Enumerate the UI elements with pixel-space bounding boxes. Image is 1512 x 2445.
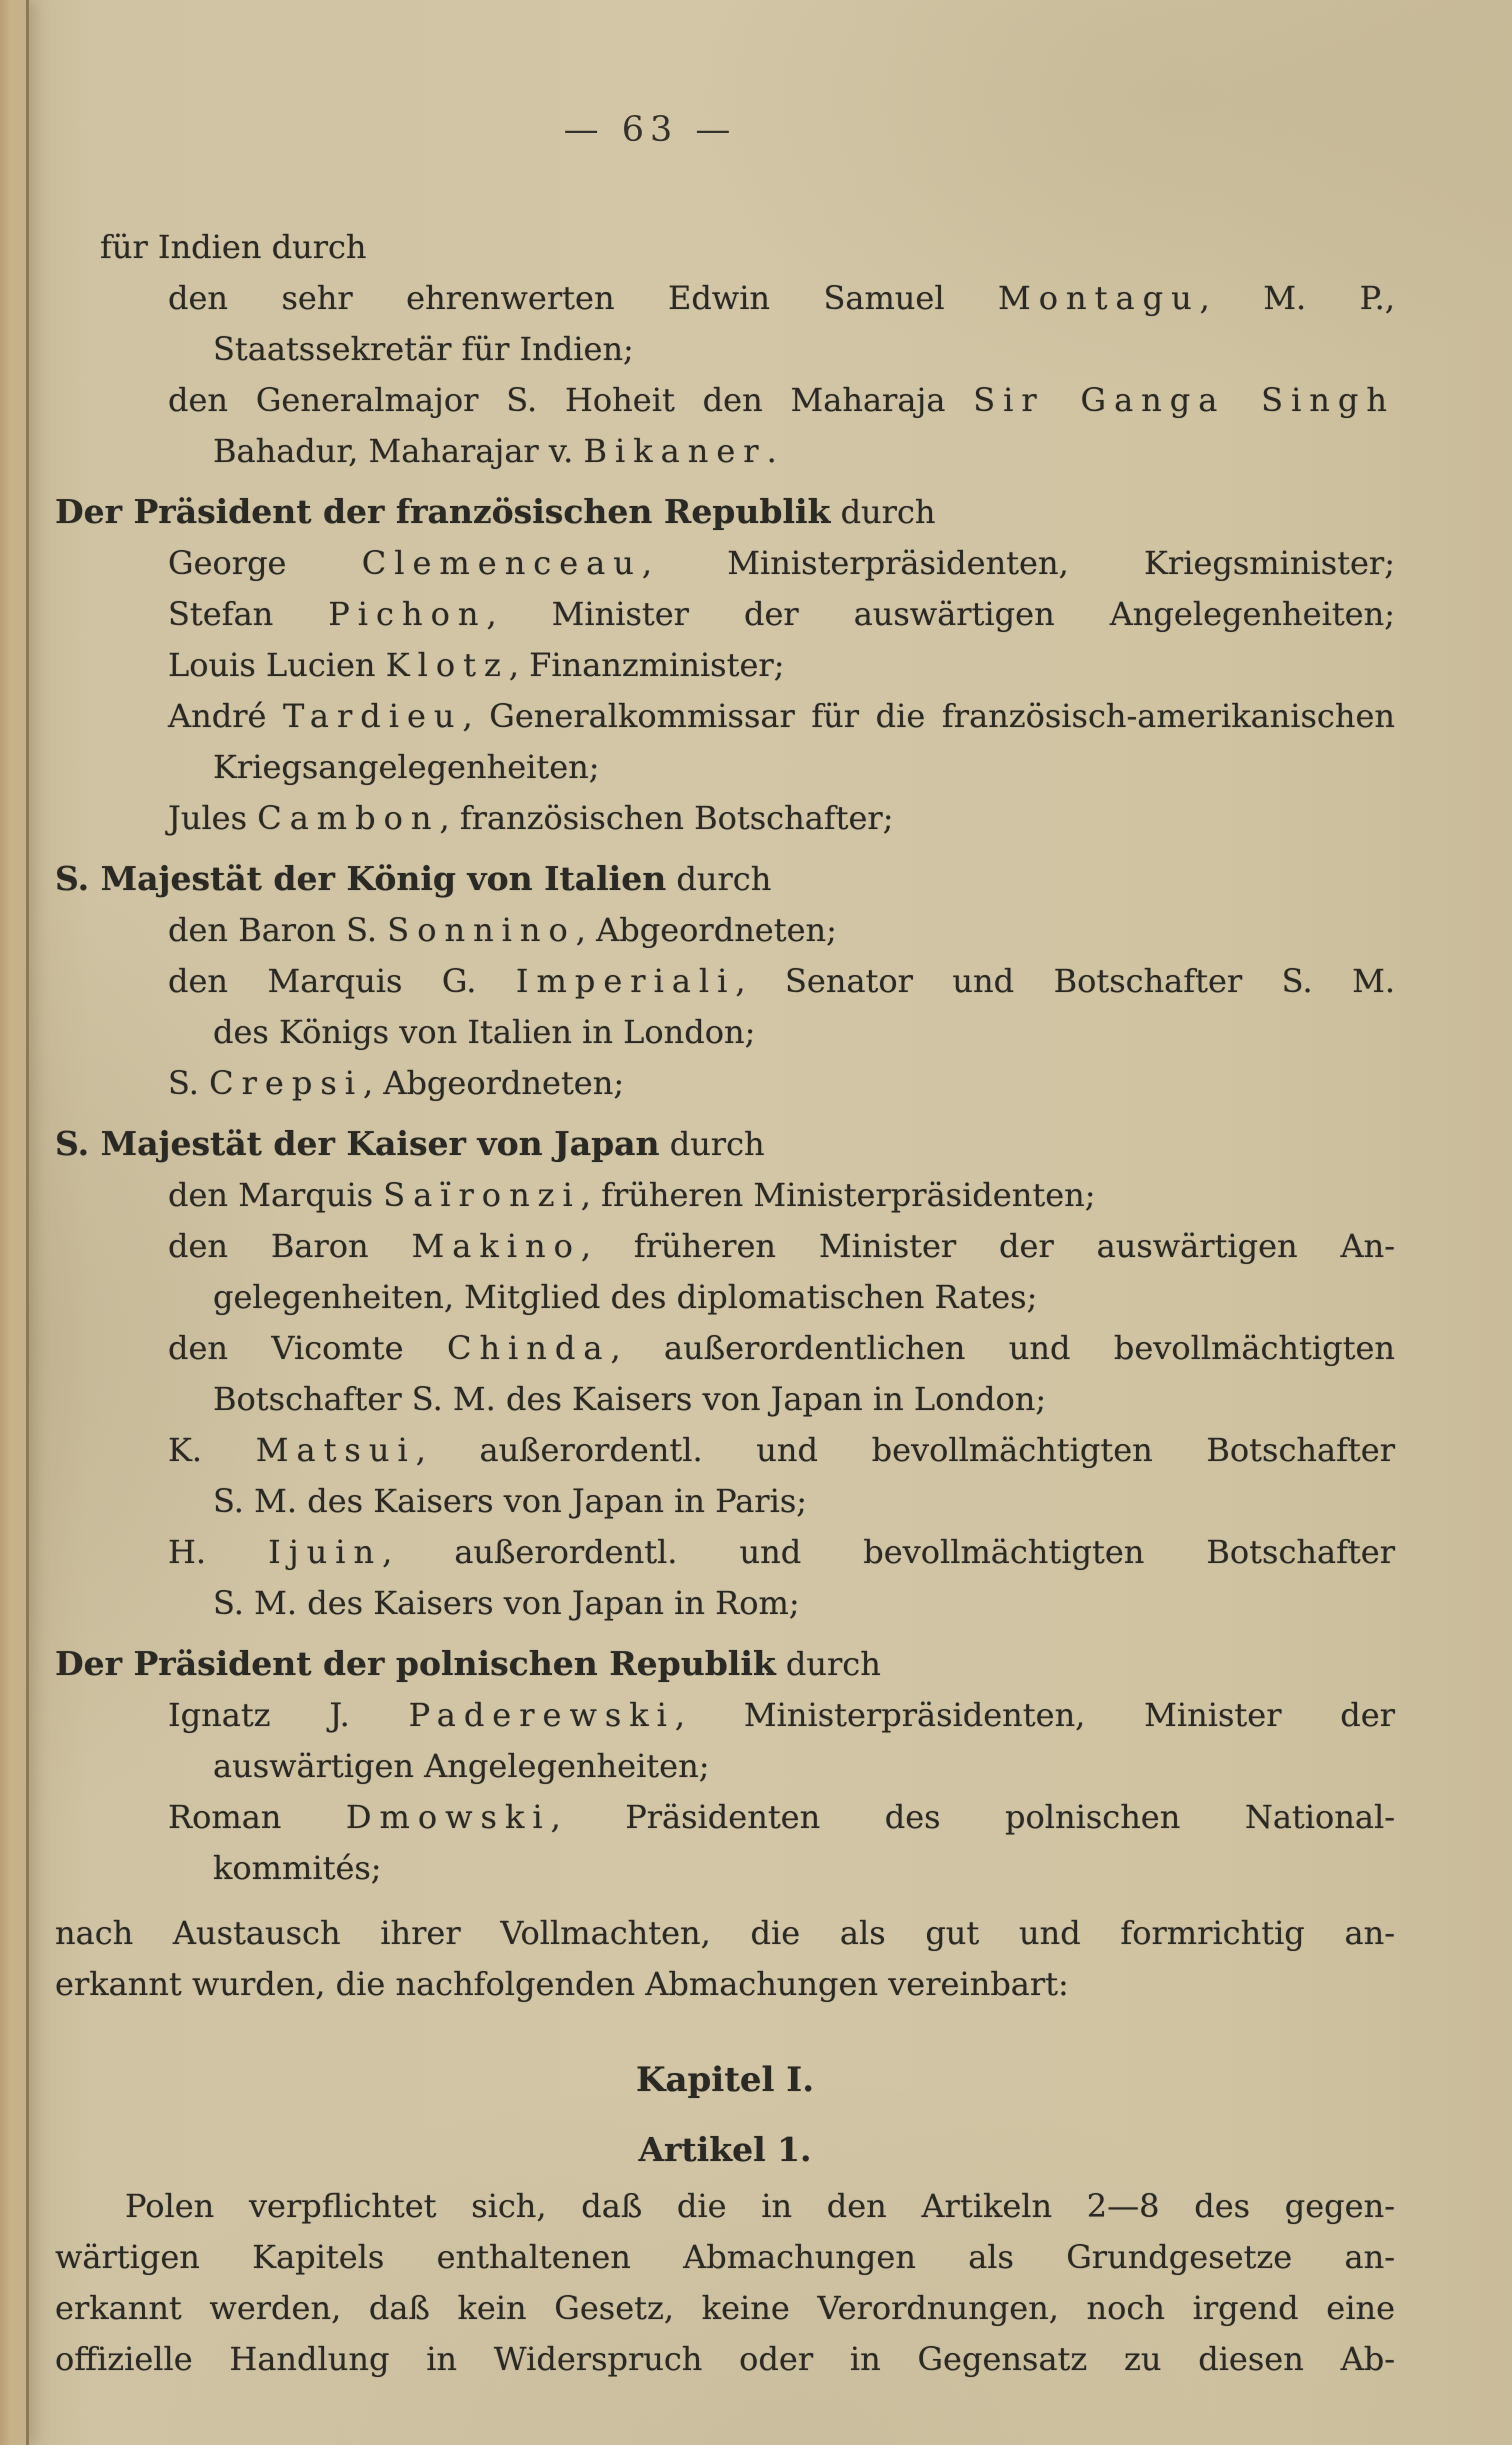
text-segment: den Generalmajor S. Hoheit den Maharaja — [168, 381, 974, 419]
person-name: Crepsi — [209, 1064, 363, 1102]
text-segment: Jules — [168, 799, 258, 837]
text-line — [213, 1272, 1395, 1323]
text-line — [168, 1527, 1395, 1578]
text-segment: K. — [168, 1431, 256, 1469]
text-line — [55, 1959, 1395, 2010]
text-segment: nach Austausch ihrer Vollmachten, die als gut und formrichtig an- — [55, 1914, 1395, 1952]
person-name: Tardieu — [283, 697, 463, 735]
person-name: Clemenceau — [361, 544, 642, 582]
text-line — [168, 589, 1395, 640]
text-segment: , früheren Ministerpräsidenten; — [580, 1176, 1096, 1214]
page-binding-edge — [0, 0, 29, 2445]
text-segment: Louis Lucien — [168, 646, 386, 684]
text-segment: den Baron S. — [168, 911, 388, 949]
text-segment: , Ministerpräsidenten, Minister der — [674, 1696, 1396, 1734]
text-segment: durch — [775, 1645, 881, 1683]
person-name: Cambon — [257, 799, 440, 837]
person-name: Paderewski — [408, 1696, 675, 1734]
heading-bold-text: S. Majestät der König von Italien — [55, 859, 667, 898]
text-segment: auswärtigen Angelegenheiten; — [213, 1747, 710, 1785]
person-name: Matsui — [255, 1431, 416, 1469]
text-segment: , Ministerpräsidenten, Kriegsminister; — [641, 544, 1396, 582]
text-segment: S. — [168, 1064, 210, 1102]
text-segment: Roman — [168, 1798, 346, 1836]
text-line — [168, 538, 1395, 589]
text-line — [55, 2334, 1395, 2385]
text-segment: durch — [666, 860, 772, 898]
text-segment: gelegenheiten, Mitglied des diplomatischen Rates; — [213, 1278, 1038, 1316]
text-segment: kommités; — [213, 1849, 382, 1887]
page-body — [55, 222, 1395, 2385]
text-segment: für Indien durch — [100, 228, 367, 266]
text-line — [55, 1638, 1395, 1690]
text-segment: Stefan — [168, 595, 329, 633]
heading-bold-text: S. Majestät der Kaiser von Japan — [55, 1124, 660, 1163]
text-segment: durch — [830, 493, 936, 531]
text-segment: erkannt wurden, die nachfolgenden Abmachungen vereinbart: — [55, 1965, 1069, 2003]
person-name: Pichon — [328, 595, 487, 633]
text-segment: durch — [659, 1125, 765, 1163]
text-line — [168, 1058, 1395, 1109]
text-segment: , außerordentl. und bevollmächtigten Botschafter — [415, 1431, 1396, 1469]
text-segment: Kriegsangelegenheiten; — [213, 748, 600, 786]
text-segment: Ignatz J. — [168, 1696, 409, 1734]
text-line — [213, 1374, 1395, 1425]
heading-bold-text: Artikel 1. — [638, 2130, 812, 2169]
heading-bold-text: Kapitel I. — [635, 2060, 815, 2100]
person-name: Sonnino — [387, 911, 576, 949]
text-line — [55, 2124, 1395, 2175]
text-segment: , französischen Botschafter; — [439, 799, 894, 837]
text-segment: den Marquis G. — [168, 962, 516, 1000]
text-segment: erkannt werden, daß kein Gesetz, keine Verordnungen, noch irgend eine — [55, 2289, 1395, 2327]
text-segment: , Minister der auswärtigen Angelegenheiten; — [486, 595, 1396, 633]
text-line — [168, 1792, 1395, 1843]
person-name: Sir Ganga Singh — [973, 381, 1396, 419]
text-segment: George — [168, 544, 362, 582]
text-segment: , Senator und Botschafter S. M. — [735, 962, 1396, 1000]
text-line — [213, 1476, 1395, 1527]
text-line — [168, 273, 1395, 324]
text-line — [168, 375, 1395, 426]
text-segment: . — [766, 432, 777, 470]
text-segment: , Abgeordneten; — [362, 1064, 625, 1102]
text-line — [168, 1425, 1395, 1476]
text-segment: , M. P., — [1199, 279, 1396, 317]
person-name: Imperiali — [515, 962, 736, 1000]
text-line — [168, 1170, 1395, 1221]
text-line — [213, 1007, 1395, 1058]
text-line — [168, 1221, 1395, 1272]
text-line — [55, 1118, 1395, 1170]
text-line — [55, 853, 1395, 905]
text-segment: des Königs von Italien in London; — [213, 1013, 756, 1051]
text-line — [168, 640, 1395, 691]
text-segment: den sehr ehrenwerten Edwin Samuel — [168, 279, 998, 317]
text-line — [55, 2055, 1395, 2106]
text-segment: , Präsidenten des polnischen National- — [550, 1798, 1396, 1836]
text-line — [213, 742, 1395, 793]
text-segment: wärtigen Kapitels enthaltenen Abmachungen als Grundgesetze an- — [55, 2238, 1395, 2276]
person-name: Saïronzi — [383, 1176, 581, 1214]
text-segment: André — [168, 697, 284, 735]
text-segment: Polen verpflichtet sich, daß die in den Artikeln 2—8 des gegen- — [125, 2187, 1395, 2225]
person-name: Dmowski — [345, 1798, 551, 1836]
text-segment: Staatssekretär für Indien; — [213, 330, 634, 368]
text-line — [168, 1690, 1395, 1741]
text-line — [213, 1843, 1395, 1894]
text-segment: , außerordentlichen und bevollmächtigten — [610, 1329, 1396, 1367]
text-line — [213, 1741, 1395, 1792]
person-name: Bikaner — [583, 432, 767, 470]
text-line — [55, 1908, 1395, 1959]
page-number: — 63 — — [563, 110, 737, 150]
text-segment: den Marquis — [168, 1176, 384, 1214]
person-name: Makino — [411, 1227, 581, 1265]
text-segment: den Baron — [168, 1227, 412, 1265]
text-segment: , außerordentl. und bevollmächtigten Botschafter — [382, 1533, 1396, 1571]
person-name: Ijuin — [268, 1533, 383, 1571]
text-line — [55, 2283, 1395, 2334]
text-line — [100, 222, 1395, 273]
text-segment: , Finanzminister; — [508, 646, 785, 684]
text-segment: H. — [168, 1533, 269, 1571]
text-line — [168, 1323, 1395, 1374]
heading-bold-text: Der Präsident der französischen Republik — [55, 492, 831, 531]
text-line — [55, 2232, 1395, 2283]
text-line — [168, 793, 1395, 844]
text-line — [168, 905, 1395, 956]
text-segment: offizielle Handlung in Widerspruch oder in Gegensatz zu diesen Ab- — [55, 2340, 1395, 2378]
text-line — [168, 691, 1395, 742]
text-segment: Botschafter S. M. des Kaisers von Japan in London; — [213, 1380, 1047, 1418]
page-content — [55, 0, 1395, 2385]
text-line — [213, 324, 1395, 375]
person-name: Klotz — [385, 646, 509, 684]
text-segment: Bahadur, Maharajar v. — [213, 432, 584, 470]
text-line — [55, 486, 1395, 538]
person-name: Chinda — [446, 1329, 611, 1367]
text-segment: den Vicomte — [168, 1329, 447, 1367]
text-segment: , Abgeordneten; — [575, 911, 837, 949]
text-segment: , Generalkommissar für die französisch-amerikanischen — [462, 697, 1396, 735]
text-line — [213, 1578, 1395, 1629]
text-segment: S. M. des Kaisers von Japan in Rom; — [213, 1584, 800, 1622]
text-line — [55, 2181, 1395, 2232]
text-line — [213, 426, 1395, 477]
text-segment: S. M. des Kaisers von Japan in Paris; — [213, 1482, 808, 1520]
heading-bold-text: Der Präsident der polnischen Republik — [55, 1644, 776, 1683]
person-name: Montagu — [998, 279, 1200, 317]
text-segment: , früheren Minister der auswärtigen An- — [580, 1227, 1396, 1265]
text-line — [168, 956, 1395, 1007]
